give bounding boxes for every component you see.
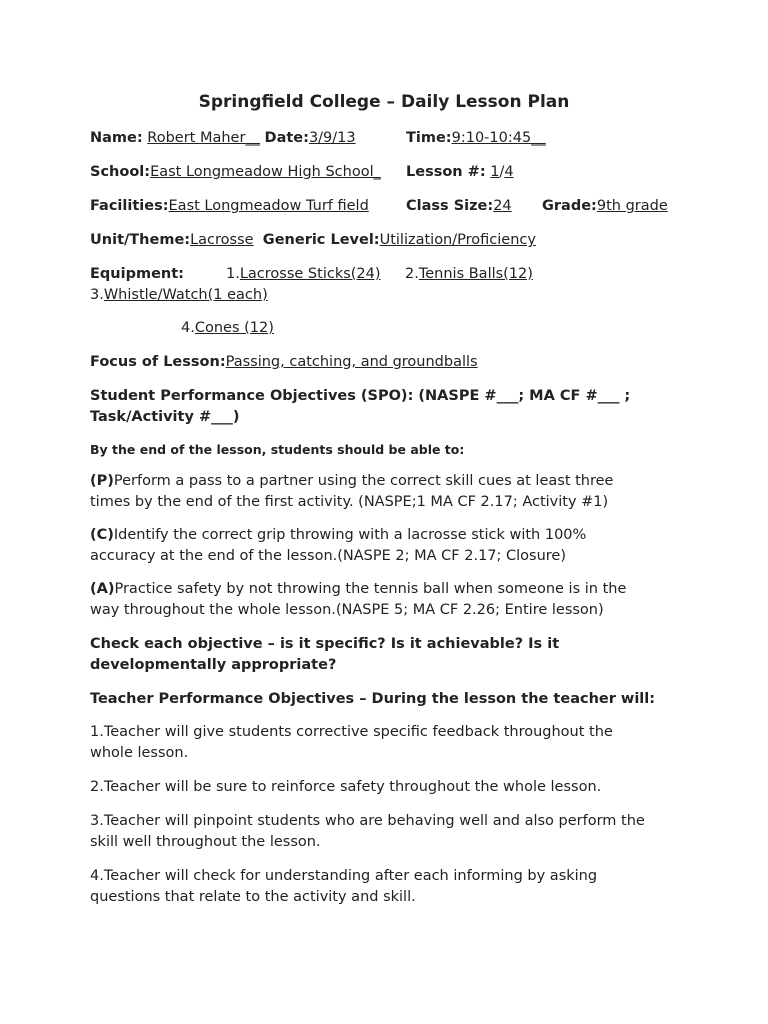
equipment-text: Tennis Balls(12) [418, 266, 533, 282]
objective-psychomotor-cont: times by the end of the first activity. (NASPE;1 MA CF 2.17; Activity #1) [90, 494, 609, 510]
name-label: Name: [90, 130, 143, 146]
unit-value: Lacrosse [190, 232, 254, 248]
tpo-item: 2.Teacher will be sure to reinforce safety throughout the whole lesson. [90, 779, 602, 795]
facilities-field [90, 196, 369, 217]
tpo-item-cont: whole lesson. [90, 745, 189, 761]
spo-heading: Student Performance Objectives (SPO): (NASPE #___; MA CF #___ ; [90, 388, 631, 404]
objective-affective-cont: way throughout the whole lesson.(NASPE 5; MA CF 2.26; Entire lesson) [90, 602, 604, 618]
class-size-label: Class Size: [406, 198, 494, 214]
generic-level-value: Utilization/Proficiency [379, 232, 536, 248]
name-value: Robert Maher [147, 130, 246, 146]
tpo-item: 4.Teacher will check for understanding after each informing by asking [90, 868, 598, 884]
objective-text: Perform a pass to a partner using the correct skill cues at least three [113, 473, 614, 489]
equipment-text: Whistle/Watch(1 each) [103, 287, 268, 303]
objective-tag: (P) [90, 473, 114, 489]
class-size-field [406, 196, 512, 217]
objective-text: Identify the correct grip throwing with a lacrosse stick with 100% [113, 527, 587, 543]
name-row [90, 128, 356, 149]
date-label: Date: [264, 130, 309, 146]
equipment-number: 1. [226, 266, 240, 282]
school-value: East Longmeadow High School_ [150, 164, 381, 180]
equipment-item [405, 264, 533, 285]
equipment-item [226, 264, 381, 285]
unit-row [90, 230, 536, 251]
time-label: Time: [406, 130, 452, 146]
lesson-number-field [406, 162, 514, 183]
equipment-number: 2. [405, 266, 419, 282]
school-field [90, 162, 381, 183]
grade-label: Grade: [542, 198, 597, 214]
focus-label: Focus of Lesson: [90, 354, 226, 370]
equipment-label: Equipment: [90, 266, 184, 282]
page-title: Springfield College – Daily Lesson Plan [198, 92, 570, 112]
name-blank: __ [245, 130, 260, 146]
spo-heading-cont: Task/Activity #___) [90, 409, 240, 425]
class-size-value: 24 [493, 198, 512, 214]
focus-value: Passing, catching, and groundballs [225, 354, 478, 370]
date-value: 3/9/13 [308, 130, 356, 146]
objective-tag: (A) [90, 581, 115, 597]
focus-row [90, 352, 478, 373]
school-label: School: [90, 164, 151, 180]
objective-psychomotor [90, 471, 613, 492]
spo-intro: By the end of the lesson, students should be able to: [90, 442, 465, 457]
grade-field [542, 196, 668, 217]
check-objectives: Check each objective – is it specific? Is it achievable? Is it [90, 636, 560, 652]
time-value: 9:10-10:45__ [451, 130, 546, 146]
grade-value: 9th grade [596, 198, 668, 214]
facilities-label: Facilities: [90, 198, 169, 214]
objective-affective [90, 579, 626, 600]
equipment-item [90, 285, 268, 306]
tpo-item-cont: questions that relate to the activity and skill. [90, 889, 416, 905]
equipment-text: Cones (12) [194, 320, 274, 336]
lesson-number: 1 [490, 164, 500, 180]
equipment-text: Lacrosse Sticks(24) [239, 266, 381, 282]
equipment-number: 4. [181, 320, 195, 336]
objective-cognitive-cont: accuracy at the end of the lesson.(NASPE 2; MA CF 2.17; Closure) [90, 548, 567, 564]
check-objectives-cont: developmentally appropriate? [90, 657, 337, 673]
tpo-item: 3.Teacher will pinpoint students who are behaving well and also perform the [90, 813, 645, 829]
equipment-item [181, 318, 274, 339]
tpo-heading: Teacher Performance Objectives – During the lesson the teacher will: [90, 691, 656, 707]
objective-text: Practice safety by not throwing the tennis ball when someone is in the [114, 581, 627, 597]
tpo-item: 1.Teacher will give students corrective specific feedback throughout the [90, 724, 613, 740]
lesson-label: Lesson #: [406, 164, 486, 180]
objective-cognitive [90, 525, 586, 546]
lesson-total: 4 [504, 164, 514, 180]
facilities-value: East Longmeadow Turf field [168, 198, 369, 214]
unit-label: Unit/Theme: [90, 232, 191, 248]
objective-tag: (C) [90, 527, 114, 543]
lesson-separator: / [499, 164, 505, 180]
generic-level-label: Generic Level: [262, 232, 380, 248]
tpo-item-cont: skill well throughout the lesson. [90, 834, 321, 850]
equipment-number: 3. [90, 287, 104, 303]
time-field [406, 128, 546, 149]
